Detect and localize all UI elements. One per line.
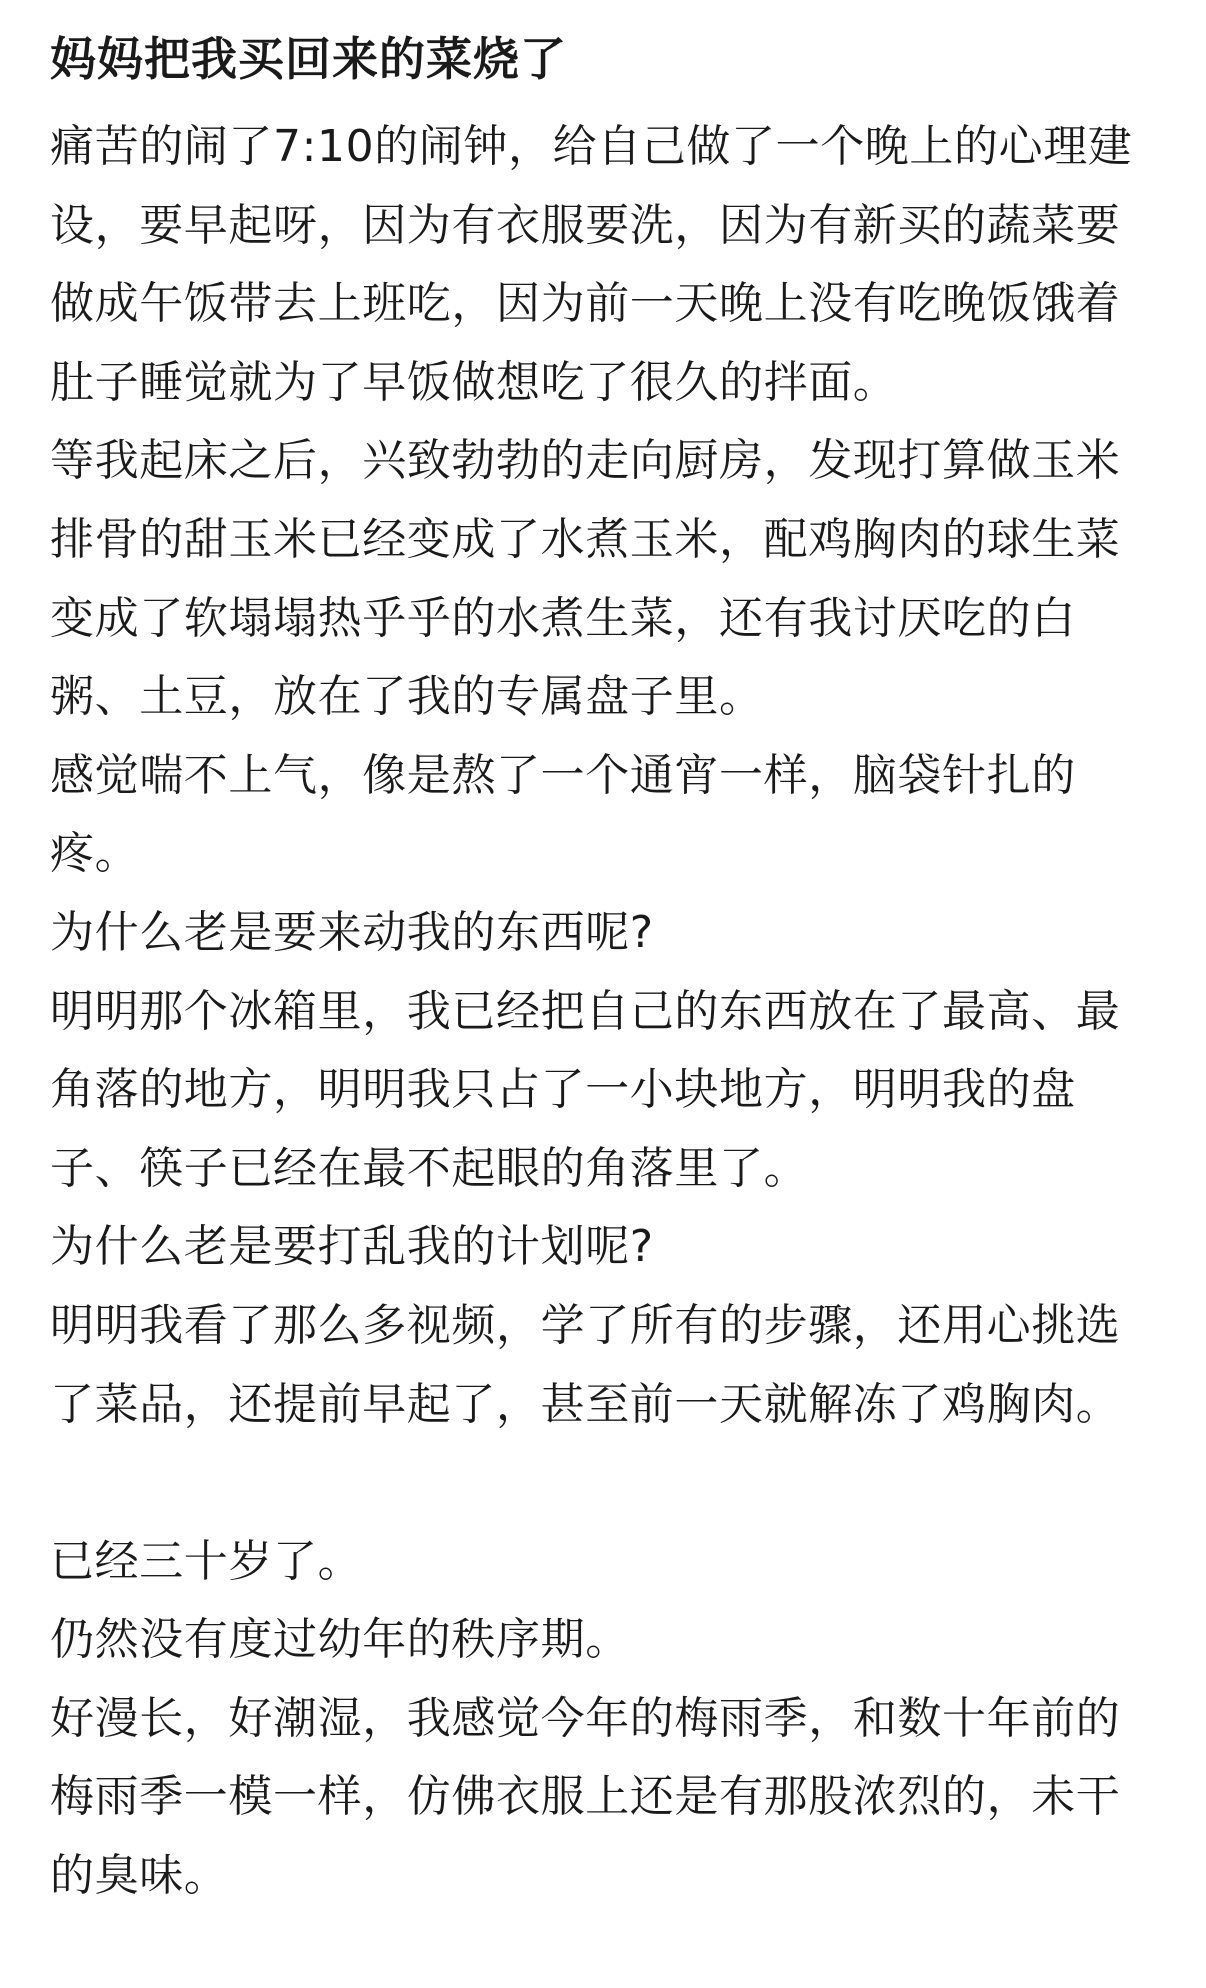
paragraph-spacer xyxy=(50,1444,1160,1523)
post-title: 妈妈把我买回来的菜烧了 xyxy=(50,32,567,86)
paragraph-alarm: 痛苦的闹了7:10的闹钟，给自己做了一个晚上的心理建设，要早起呀，因为有衣服要洗，因为有新买的蔬菜要做成午饭带去上班吃，因为前一天晚上没有吃晚饭饿着肚子睡觉就为了早饭做想吃了很久的拌面。 xyxy=(50,121,1133,408)
paragraph-question-things: 为什么老是要来动我的东西呢? xyxy=(50,906,654,958)
paragraph-thirty: 已经三十岁了。 xyxy=(50,1535,363,1587)
paragraph-preparation: 明明我看了那么多视频，学了所有的步骤，还用心挑选了菜品，还提前早起了，甚至前一天就解冻了鸡胸肉。 xyxy=(50,1299,1121,1430)
paragraph-fridge: 明明那个冰箱里，我已经把自己的东西放在了最高、最角落的地方，明明我只占了一小块地方，明明我的盘子、筷子已经在最不起眼的角落里了。 xyxy=(50,985,1121,1194)
paragraph-breathless: 感觉喘不上气，像是熬了一个通宵一样，脑袋针扎的疼。 xyxy=(50,749,1076,880)
paragraph-question-plan: 为什么老是要打乱我的计划呢? xyxy=(50,1221,654,1273)
post-body xyxy=(50,108,1160,1916)
post-container xyxy=(50,24,1160,1916)
paragraph-kitchen: 等我起床之后，兴致勃勃的走向厨房，发现打算做玉米排骨的甜玉米已经变成了水煮玉米，配鸡胸肉的球生菜变成了软塌塌热乎乎的水煮生菜，还有我讨厌吃的白粥、土豆，放在了我的专属盘子里。 xyxy=(50,435,1121,723)
paragraph-rainy-season: 好漫长，好潮湿，我感觉今年的梅雨季，和数十年前的梅雨季一模一样，仿佛衣服上还是有那股浓烈的，未干的臭味。 xyxy=(50,1692,1121,1902)
paragraph-order-period: 仍然没有度过幼年的秩序期。 xyxy=(50,1614,630,1666)
